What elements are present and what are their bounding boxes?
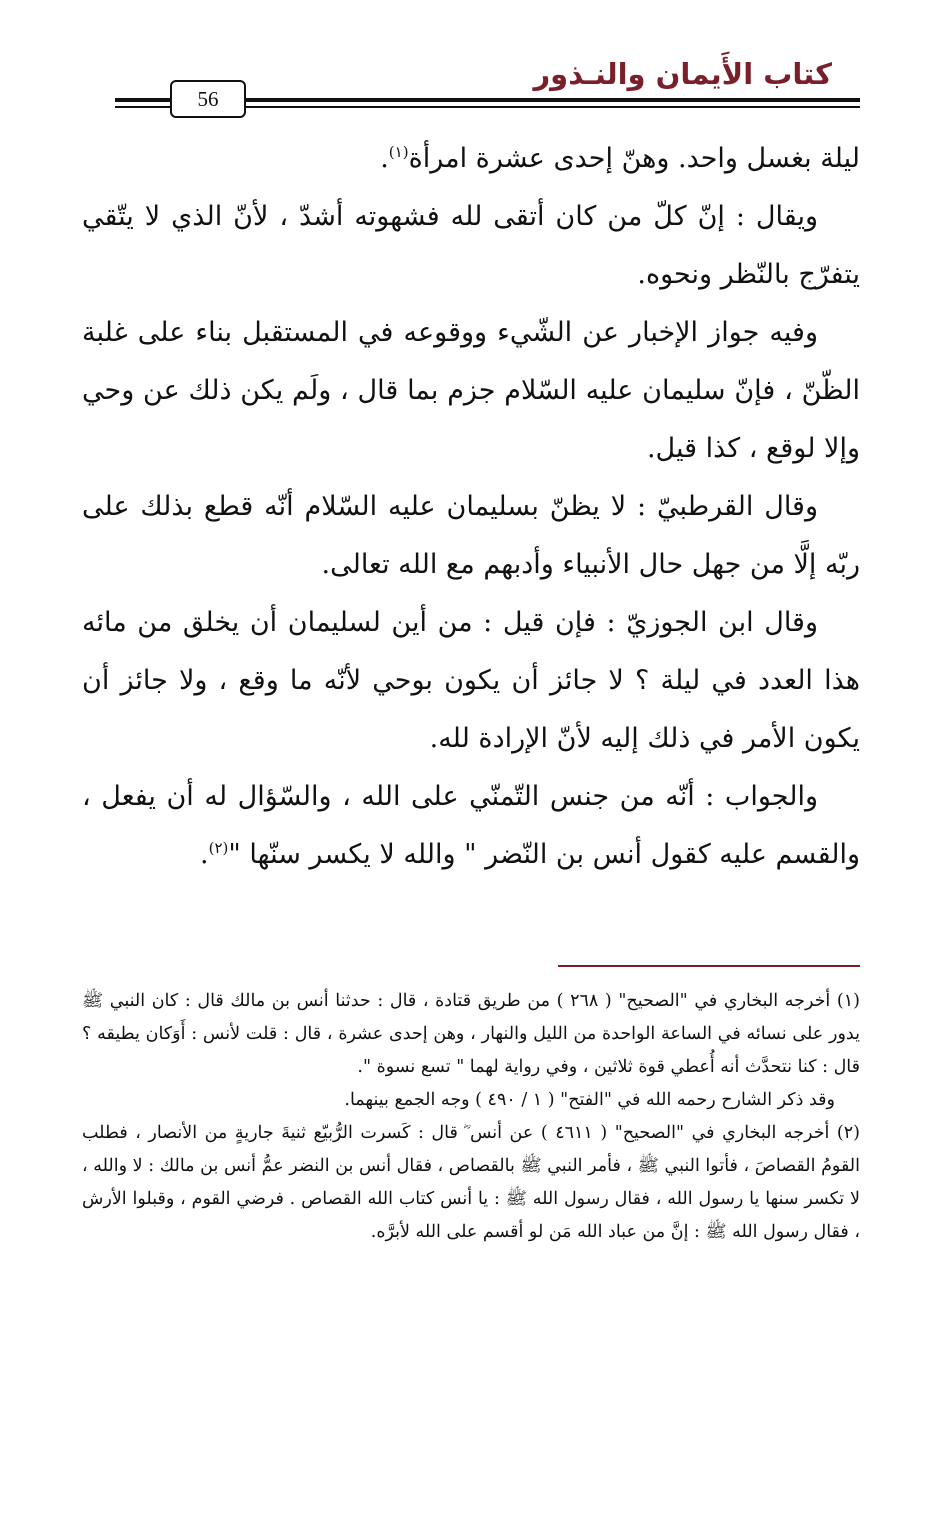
footnote-1-extra: وقد ذكر الشارح رحمه الله في "الفتح" ( ١ / ٤٩٠ ) وجه الجمع بينهما. xyxy=(344,1090,835,1110)
main-text xyxy=(82,130,860,884)
footnote-2-label: (٢) xyxy=(836,1123,860,1143)
book-title: كتاب الأَيمان والنـذور xyxy=(533,57,832,91)
paragraph-2: ويقال : إنّ كلّ من كان أتقى لله فشهوته أشدّ ، لأنّ الذي لا يتّقي يتفرّج بالنّظر ونحوه. xyxy=(82,201,860,290)
footnote-1-text: أخرجه البخاري في "الصحيح" ( ٢٦٨ ) من طريق قتادة ، قال : حدثنا أنس بن مالك قال : كان النبي ﷺ يدور على نسائه في الساعة الواحدة من الليل والنهار ، وهن إحدى عشرة ، قال : قلت لأنس : أَوَكان يطيقه ؟ قال : كنا نتحدَّث أنه أُعطي قوة ثلاثين ، وفي رواية لهما " تسع نسوة ". xyxy=(82,991,860,1077)
footnote-ref-2: (٢) xyxy=(208,839,229,857)
paragraph-1-end: . xyxy=(380,143,389,174)
footnote-2-text: أخرجه البخاري في "الصحيح" ( ٤٦١١ ) عن أنس ؓ قال : كَسرت الرُّبيّع ثنيةَ جاريةٍ من الأنصار ، فطلب القومُ القصاصَ ، فأتوا النبي ﷺ ، فأمر النبي ﷺ بالقصاص ، فقال أنس بن النضر عمُّ أنس بن مالك : لا والله ، لا تكسر سنها يا رسول الله ، فقال رسول الله ﷺ : يا أنس كتاب الله القصاص . فرضي القوم ، وقبلوا الأرش ، فقال رسول الله ﷺ : إنَّ من عباد الله مَن لو أقسم على الله لأبرَّه. xyxy=(82,1123,860,1242)
paragraph-6-end: . xyxy=(200,839,209,870)
paragraph-6 xyxy=(82,768,860,884)
paragraph-5: وقال ابن الجوزيّ : فإن قيل : من أين لسليمان أن يخلق من مائه هذا العدد في ليلة ؟ لا جائز أن يكون بوحي لأنّه ما وقع ، ولا جائز أن يكون الأمر في ذلك إليه لأنّ الإرادة لله. xyxy=(82,607,860,754)
footnote-ref-1: (١) xyxy=(388,143,409,161)
paragraph-4: وقال القرطبيّ : لا يظنّ بسليمان عليه السّلام أنّه قطع بذلك على ربّه إلَّا من جهل حال الأنبياء وأدبهم مع الله تعالى. xyxy=(82,491,860,580)
footnote-1-label: (١) xyxy=(836,991,860,1011)
paragraph-3: وفيه جواز الإخبار عن الشّيء ووقوعه في المستقبل بناء على غلبة الظّنّ ، فإنّ سليمان عليه السّلام جزم بما قال ، ولَم يكن ذلك عن وحي وإلا لوقع ، كذا قيل. xyxy=(82,317,860,464)
footnote-2 xyxy=(82,1117,860,1249)
footnotes xyxy=(82,985,860,1249)
paragraph-1 xyxy=(82,130,860,188)
footnote-1 xyxy=(82,985,860,1084)
paragraph-6-text: والجواب : أنّه من جنس التّمنّي على الله ، والسّؤال له أن يفعل ، والقسم عليه كقول أنس بن النّضر " والله لا يكسر سنّها " xyxy=(82,781,860,870)
page-number: 56 xyxy=(170,80,246,118)
paragraph-1-text: ليلة بغسل واحد. وهنّ إحدى عشرة امرأة xyxy=(408,143,860,174)
footnote-separator xyxy=(558,965,860,967)
